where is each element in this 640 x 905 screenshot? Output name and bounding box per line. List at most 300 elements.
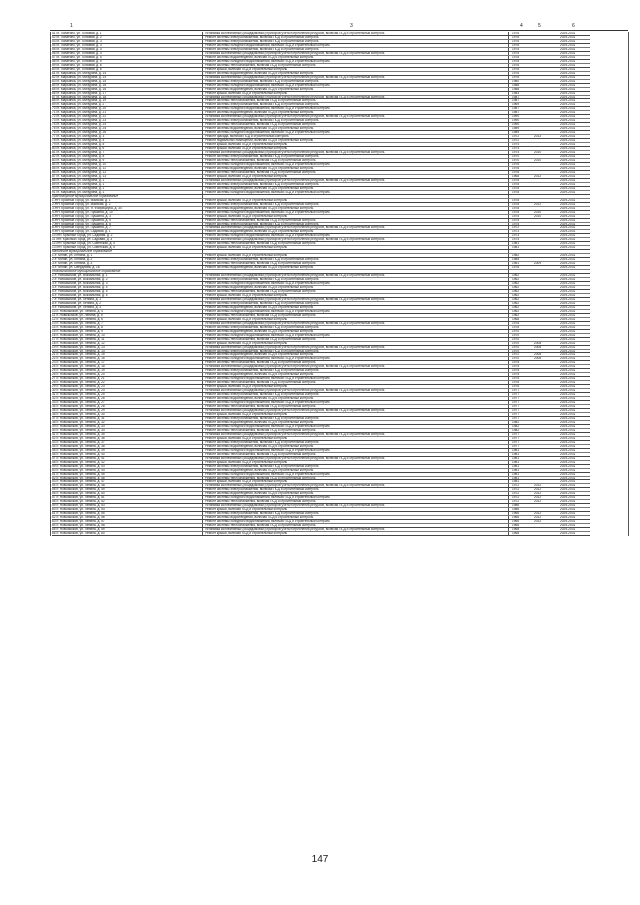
address-cell: 16 /г. Новозыбков, ул. Ленина, д. 10	[52, 333, 105, 337]
work-type-cell: Ремонт системы электроснабжения, включая ПСД и строительный контроль	[205, 119, 319, 123]
address-cell: 4 /пгт. Красный Город, ул. Пушкина, д. 10	[52, 210, 113, 214]
work-type-cell: Ремонт системы водоотведения, включая ПСД и строительный контроль	[205, 353, 314, 357]
year-built-cell: 1981	[512, 476, 520, 480]
section-title: Новозыбковское муниципальное образование	[52, 270, 121, 274]
last-repair-year-cell: 2012	[534, 488, 542, 492]
address-cell: 9 /г. Новозыбков, ул. Ленина, д. 3	[52, 305, 102, 309]
year-built-cell: 1970	[512, 341, 520, 345]
year-built-cell: 1966	[512, 512, 520, 516]
work-type-cell: Ремонт системы теплоснабжения, включая ПСД и строительный контроль	[205, 405, 316, 409]
year-built-cell: 1986	[512, 504, 520, 508]
year-built-cell: 1975	[512, 214, 520, 218]
work-type-cell: Ремонт системы водоотведения, включая ПСД и строительный контроль	[205, 166, 314, 170]
planned-period-cell: 2029-2031	[560, 301, 576, 305]
address-cell: 17 /г. Новозыбков, ул. Ленина, д. 11	[52, 337, 105, 341]
planned-period-cell: 2029-2031	[560, 512, 576, 516]
address-cell: 14 /г. Новозыбков, ул. Ленина, д. 8	[52, 325, 103, 329]
planned-period-cell: 2029-2031	[560, 47, 576, 51]
work-type-cell: Ремонт системы электроснабжения, включая ПСД и строительный контроль	[205, 349, 319, 353]
planned-period-cell: 2029-2031	[560, 258, 576, 262]
section-title: Мглинское муниципальное образование	[52, 250, 112, 254]
year-built-cell: 1978	[512, 59, 520, 63]
address-cell: 3 /пгт. Красный Город, ул. Я. Фабрициуса, д. 34	[52, 206, 122, 210]
planned-period-cell: 2029-2031	[560, 393, 576, 397]
last-repair-year-cell: 2012	[534, 500, 542, 504]
planned-period-cell: 2029-2031	[560, 178, 576, 182]
last-repair-year-cell: 2012	[534, 512, 542, 516]
last-repair-year-cell: 2013	[534, 135, 542, 139]
address-cell: 11 /г. Новозыбков, ул. Ленина, д. 5	[52, 313, 103, 317]
year-built-cell: 1978	[512, 186, 520, 190]
address-cell: 38 /г. Новозыбков, ул. Ленина, д. 32	[52, 420, 105, 424]
year-built-cell: 1985	[512, 258, 520, 262]
year-built-cell: 1970	[512, 159, 520, 162]
address-cell: 63 /п. Марьинка, ул. Мичурина, д. 15	[52, 79, 107, 83]
planned-period-cell: 2029-2031	[560, 484, 576, 488]
last-repair-year-cell: 2012	[534, 516, 542, 520]
work-type-cell: Ремонт системы холодного водоснабжения, включая ПСД и строительный контроль	[205, 333, 330, 337]
last-repair-year-cell: 2010	[534, 159, 542, 162]
year-built-cell: 1975	[512, 47, 520, 51]
address-cell: 31 /г. Новозыбков, ул. Ленина, д. 25	[52, 393, 105, 397]
year-built-cell: 1990	[512, 123, 520, 127]
address-cell: 78 /п. Марьинка, ул. Мичурина, д. 4	[52, 139, 105, 143]
row-rule	[52, 535, 590, 536]
planned-period-cell: 2029-2031	[560, 190, 576, 194]
planned-period-cell: 2029-2031	[560, 401, 576, 405]
work-type-cell: Ремонт системы холодного водоснабжения, включая ПСД и строительный контроль	[205, 59, 330, 63]
year-built-cell: 1990	[512, 115, 520, 119]
col-header-4: 4	[520, 23, 523, 29]
planned-period-cell: 2029-2031	[560, 222, 576, 226]
address-cell: 48 /г. Новозыбков, ул. Ленина, д. 42	[52, 460, 105, 464]
work-type-cell: Ремонт системы теплоснабжения, включая ПСД и строительный контроль	[205, 63, 316, 67]
year-built-cell: 1977	[512, 401, 520, 405]
address-cell: 27 /г. Новозыбков, ул. Ленина, д. 21	[52, 377, 105, 381]
address-cell: 68 /п. Марьинка, ул. Мичурина, д. 19	[52, 99, 107, 103]
planned-period-cell: 2029-2031	[560, 504, 576, 508]
address-cell: 33 /г. Новозыбков, ул. Ленина, д. 27	[52, 401, 105, 405]
year-built-cell: 1976	[512, 67, 520, 71]
year-built-cell: 1978	[512, 190, 520, 194]
planned-period-cell: 2029-2031	[560, 131, 576, 135]
work-type-cell: Ремонт системы теплоснабжения, включая ПСД и строительный контроль	[205, 381, 316, 385]
work-type-cell: Ремонт системы теплоснабжения, включая ПСД и строительный контроль	[205, 242, 316, 246]
address-cell: 90 /п. Марьинка, ул. Мичурина, д. 1	[52, 186, 105, 190]
year-built-cell: 1977	[512, 405, 520, 409]
work-type-cell: Ремонт системы холодного водоснабжения, включая ПСД и строительный контроль	[205, 448, 330, 452]
address-cell: 70 /п. Марьинка, ул. Мичурина, д. 20	[52, 107, 107, 111]
planned-period-cell: 2029-2031	[560, 416, 576, 420]
year-built-cell: 1977	[512, 393, 520, 397]
year-built-cell: 1978	[512, 198, 520, 202]
work-type-cell: Ремонт системы теплоснабжения, включая ПСД и строительный контроль	[205, 524, 316, 528]
address-cell: 64 /п. Марьинка, ул. Мичурина, д. 16	[52, 83, 107, 87]
planned-period-cell: 2029-2031	[560, 321, 576, 325]
planned-period-cell: 2029-2031	[560, 317, 576, 321]
work-type-cell: Ремонт системы электроснабжения, включая ПСД и строительный контроль	[205, 512, 319, 516]
planned-period-cell: 2029-2031	[560, 143, 576, 147]
year-built-cell: 1974	[512, 151, 520, 155]
address-cell: 58 /г. Новозыбков, ул. Ленина, д. 52	[52, 500, 105, 504]
address-cell: 53 /п. Лопатино, ул. Поповая, д. 3	[52, 39, 102, 43]
planned-period-cell: 2029-2031	[560, 107, 576, 111]
year-built-cell: 1983	[512, 91, 520, 95]
year-built-cell: 1989	[512, 127, 520, 131]
address-cell: 71 /п. Марьинка, ул. Мичурина, д. 21	[52, 111, 107, 115]
address-cell: 52 /п. Лопатино, ул. Поповая, д. 2	[52, 35, 102, 39]
year-built-cell: 1962	[512, 278, 520, 282]
address-cell: 63 /г. Новозыбков, ул. Ленина, д. 57	[52, 520, 105, 524]
planned-period-cell: 2029-2031	[560, 274, 576, 278]
work-type-cell: Установка коллективных (общедомовых) приборов учета потребления ресурсов, включая ПСД и строительный контроль	[205, 456, 385, 460]
planned-period-cell: 2029-2031	[560, 238, 576, 242]
address-cell: 22 /г. Новозыбков, ул. Ленина, д. 16	[52, 357, 105, 361]
year-built-cell: 1970	[512, 333, 520, 337]
work-type-cell: Ремонт системы электроснабжения, включая ПСД и строительный контроль	[205, 278, 319, 282]
year-built-cell: 1976	[512, 32, 520, 35]
address-cell: 57 /г. Новозыбков, ул. Ленина, д. 51	[52, 496, 105, 500]
year-built-cell: 1975	[512, 361, 520, 365]
planned-period-cell: 2029-2031	[560, 420, 576, 424]
planned-period-cell: 2029-2031	[560, 214, 576, 218]
year-built-cell: 1975	[512, 365, 520, 369]
address-cell: 61 /п. Марьинка, ул. Мичурина, д. 14	[52, 71, 107, 75]
last-repair-year-cell: 2012	[534, 496, 542, 500]
year-built-cell: 1962	[512, 309, 520, 313]
planned-period-cell: 2029-2031	[560, 35, 576, 39]
address-cell: 8 /пгт. Красный Город, ул. Пушкина, д. 7	[52, 226, 111, 230]
address-cell: 60 /г. Новозыбков, ул. Ленина, д. 54	[52, 508, 105, 512]
table-body	[50, 32, 628, 536]
work-type-cell: Ремонт системы теплоснабжения, включая ПСД и строительный контроль	[205, 476, 316, 480]
work-type-cell: Установка коллективных (общедомовых) приборов учета потребления ресурсов, включая ПСД и строительный контроль	[205, 504, 385, 508]
work-type-cell: Ремонт системы теплоснабжения, включая ПСД и строительный контроль	[205, 262, 316, 266]
work-type-cell: Ремонт системы холодного водоснабжения, включая ПСД и строительный контроль	[205, 210, 330, 214]
planned-period-cell: 2029-2031	[560, 297, 576, 301]
year-built-cell: 1977	[512, 416, 520, 420]
work-type-cell: Ремонт системы водоотведения, включая ПСД и строительный контроль	[205, 468, 314, 472]
year-built-cell: 1970	[512, 337, 520, 341]
year-built-cell: 1962	[512, 293, 520, 297]
address-cell: 47 /г. Новозыбков, ул. Ленина, д. 41	[52, 456, 105, 460]
year-built-cell: 1975	[512, 51, 520, 55]
address-cell: 85 /п. Марьинка, ул. Мичурина, д. 11	[52, 166, 106, 170]
address-cell: 67 /п. Марьинка, ул. Мичурина, д. 18	[52, 95, 107, 99]
work-schedule-table	[50, 18, 628, 536]
work-type-cell: Ремонт крыши, включая ПСД и строительный контроль	[205, 174, 288, 178]
address-cell: 21 /г. Новозыбков, ул. Ленина, д. 15	[52, 353, 105, 357]
work-type-cell: Ремонт системы холодного водоснабжения, включая ПСД и строительный контроль	[205, 424, 330, 428]
work-type-cell: Ремонт системы холодного водоснабжения, включая ПСД и строительный контроль	[205, 83, 330, 87]
work-type-cell: Ремонт системы электроснабжения, включая ПСД и строительный контроль	[205, 47, 319, 51]
year-built-cell: 1977	[512, 413, 520, 416]
year-built-cell: 1982	[512, 428, 520, 432]
planned-period-cell: 2029-2031	[560, 413, 576, 416]
planned-period-cell: 2029-2031	[560, 369, 576, 373]
address-cell: 6 /г. Новозыбков, ул. Вокзальная, д. 6	[52, 293, 108, 297]
page-number: 147	[311, 854, 329, 865]
year-built-cell: 1981	[512, 246, 520, 250]
planned-period-cell: 2029-2031	[560, 210, 576, 214]
year-built-cell: 1976	[512, 75, 520, 79]
planned-period-cell: 2029-2031	[560, 99, 576, 103]
address-cell: 62 /г. Новозыбков, ул. Ленина, д. 56	[52, 516, 105, 520]
address-cell: 23 /г. Новозыбков, ул. Ленина, д. 17	[52, 361, 105, 365]
address-cell: 44 /г. Новозыбков, ул. Ленина, д. 38	[52, 444, 105, 448]
planned-period-cell: 2029-2031	[560, 333, 576, 337]
year-built-cell: 1976	[512, 43, 520, 47]
last-repair-year-cell: 2010	[534, 214, 542, 218]
planned-period-cell: 2029-2031	[560, 39, 576, 43]
planned-period-cell: 2029-2031	[560, 135, 576, 139]
work-type-cell: Ремонт системы водоотведения, включая ПСД и строительный контроль	[205, 286, 314, 289]
planned-period-cell: 2029-2031	[560, 75, 576, 79]
work-type-cell: Установка коллективных (общедомовых) приборов учета потребления ресурсов, включая ПСД и строительный контроль	[205, 432, 385, 436]
year-built-cell: 1990	[512, 119, 520, 123]
work-type-cell: Установка коллективных (общедомовых) приборов учета потребления ресурсов, включая ПСД и строительный контроль	[205, 95, 385, 99]
year-built-cell: 1976	[512, 170, 520, 174]
year-built-cell: 1986	[512, 508, 520, 512]
year-built-cell: 1974	[512, 238, 520, 242]
year-built-cell: 1962	[512, 286, 520, 289]
work-type-cell: Ремонт системы теплоснабжения, включая ПСД и строительный контроль	[205, 500, 316, 504]
work-type-cell: Ремонт системы теплоснабжения, включая ПСД и строительный контроль	[205, 218, 316, 222]
planned-period-cell: 2029-2031	[560, 278, 576, 282]
year-built-cell: 1977	[512, 397, 520, 401]
work-type-cell: Ремонт системы электроснабжения, включая ПСД и строительный контроль	[205, 464, 319, 468]
work-type-cell: Ремонт системы теплоснабжения, включая ПСД и строительный контроль	[205, 428, 316, 432]
year-built-cell: 1978	[512, 182, 520, 186]
last-repair-year-cell: 2012	[534, 492, 542, 496]
address-cell: 62 /п. Марьинка, ул. Мичурина, д. 14	[52, 75, 107, 79]
planned-period-cell: 2029-2031	[560, 234, 576, 238]
address-cell: 76 /п. Марьинка, ул. Мичурина, д. 26	[52, 131, 107, 135]
last-repair-year-cell: 2012	[534, 520, 542, 524]
planned-period-cell: 2029-2031	[560, 492, 576, 496]
address-cell: 12 /г. Новозыбков, ул. Ленина, д. 6	[52, 317, 103, 321]
address-cell: 81 /п. Марьинка, ул. Мичурина, д. 7	[52, 151, 105, 155]
address-cell: 75 /п. Марьинка, ул. Мичурина, д. 25	[52, 127, 107, 131]
work-type-cell: Ремонт системы водоотведения, включая ПСД и строительный контроль	[205, 186, 314, 190]
work-type-cell: Установка коллективных (общедомовых) приборов учета потребления ресурсов, включая ПСД и строительный контроль	[205, 151, 385, 155]
work-type-cell: Ремонт системы электроснабжения, включая ПСД и строительный контроль	[205, 103, 319, 107]
planned-period-cell: 2029-2031	[560, 119, 576, 123]
year-built-cell: 1977	[512, 432, 520, 436]
planned-period-cell: 2029-2031	[560, 460, 576, 464]
work-type-cell: Ремонт системы водоотведения, включая ПСД и строительный контроль	[205, 71, 314, 75]
last-repair-year-cell: 2009	[534, 262, 542, 266]
work-type-cell: Ремонт системы теплоснабжения, включая ПСД и строительный контроль	[205, 159, 316, 162]
work-type-cell: Ремонт системы водоотведения, включая ПСД и строительный контроль	[205, 87, 314, 91]
address-cell: 13 /г. Новозыбков, ул. Ленина, д. 7	[52, 321, 103, 325]
planned-period-cell: 2029-2031	[560, 226, 576, 230]
work-type-cell: Установка коллективных (общедомовых) приборов учета потребления ресурсов, включая ПСД и строительный контроль	[205, 115, 385, 119]
planned-period-cell: 2029-2031	[560, 166, 576, 170]
year-built-cell: 1976	[512, 166, 520, 170]
address-cell: 8 /г. Новозыбков, ул. Ленина, д. 2	[52, 301, 102, 305]
work-type-cell: Ремонт подвальных помещений, включая ПСД и строительный контроль	[205, 139, 314, 143]
year-built-cell: 1970	[512, 349, 520, 353]
year-built-cell: 1987	[512, 107, 520, 111]
planned-period-cell: 2029-2031	[560, 127, 576, 131]
work-type-cell: Ремонт крыши, включая ПСД и строительный контроль	[205, 246, 288, 250]
planned-period-cell: 2029-2031	[560, 373, 576, 377]
work-type-cell: Ремонт крыши, включая ПСД и строительный контроль	[205, 341, 288, 345]
year-built-cell: 1962	[512, 313, 520, 317]
address-cell: 46 /г. Новозыбков, ул. Ленина, д. 40	[52, 452, 105, 456]
planned-period-cell: 2029-2031	[560, 95, 576, 99]
planned-period-cell: 2029-2031	[560, 496, 576, 500]
work-type-cell: Ремонт системы холодного водоснабжения, включая ПСД и строительный контроль	[205, 309, 330, 313]
work-type-cell: Установка коллективных (общедомовых) приборов учета потребления ресурсов, включая ПСД и строительный контроль	[205, 226, 385, 230]
work-type-cell: Ремонт системы водоотведения, включая ПСД и строительный контроль	[205, 127, 314, 131]
planned-period-cell: 2029-2031	[560, 103, 576, 107]
year-built-cell: 1972	[512, 226, 520, 230]
address-cell: 1 /г. Мглин, ул. Ленина, д. 1	[52, 254, 93, 258]
address-cell: 11 /пгт. Красный Город, ул. Садовая, д. 3	[52, 238, 113, 242]
planned-period-cell: 2029-2031	[560, 32, 576, 35]
last-repair-year-cell: 2012	[534, 174, 542, 178]
work-type-cell: Ремонт системы водоотведения, включая ПСД и строительный контроль	[205, 266, 314, 270]
work-type-cell: Ремонт системы электроснабжения, включая ПСД и строительный контроль	[205, 39, 319, 43]
year-built-cell: 1977	[512, 436, 520, 440]
year-built-cell: 1977	[512, 440, 520, 444]
year-built-cell: 1981	[512, 472, 520, 476]
planned-period-cell: 2029-2031	[560, 63, 576, 67]
year-built-cell: 1981	[512, 448, 520, 452]
planned-period-cell: 2029-2031	[560, 488, 576, 492]
work-type-cell: Ремонт системы теплоснабжения, включая ПСД и строительный контроль	[205, 361, 316, 365]
year-built-cell: 1976	[512, 63, 520, 67]
planned-period-cell: 2029-2031	[560, 500, 576, 504]
planned-period-cell: 2029-2031	[560, 456, 576, 460]
planned-period-cell: 2029-2031	[560, 516, 576, 520]
work-type-cell: Ремонт системы теплоснабжения, включая ПСД и строительный контроль	[205, 452, 316, 456]
year-built-cell: 1987	[512, 95, 520, 99]
planned-period-cell: 2029-2031	[560, 170, 576, 174]
planned-period-cell: 2029-2031	[560, 452, 576, 456]
year-built-cell: 1978	[512, 178, 520, 182]
planned-period-cell: 2029-2031	[560, 424, 576, 428]
address-cell: 42 /г. Новозыбков, ул. Ленина, д. 36	[52, 436, 105, 440]
work-type-cell: Ремонт системы электроснабжения, включая ПСД и строительный контроль	[205, 155, 319, 159]
year-built-cell: 1981	[512, 242, 520, 246]
year-built-cell: 1962	[512, 274, 520, 278]
planned-period-cell: 2029-2031	[560, 206, 576, 210]
address-cell: 60 /п. Лопатино, ул. Поповая, д. 6	[52, 67, 102, 71]
section-title: Красногорское муниципальное образование	[52, 194, 119, 198]
address-cell: 25 /г. Новозыбков, ул. Ленина, д. 19	[52, 369, 105, 373]
planned-period-cell: 2029-2031	[560, 139, 576, 143]
year-built-cell: 1982	[512, 254, 520, 258]
year-built-cell: 1981	[512, 468, 520, 472]
address-cell: 13 /пгт. Красный Город, ул. Советская, д. 5	[52, 246, 115, 250]
year-built-cell: 1976	[512, 35, 520, 39]
last-repair-year-cell: 2010	[534, 210, 542, 214]
work-type-cell: Ремонт системы холодного водоснабжения, включая ПСД и строительный контроль	[205, 43, 330, 47]
work-type-cell: Ремонт крыши, включая ПСД и строительный контроль	[205, 293, 288, 297]
address-cell: 7 /пгт. Красный Город, ул. Пушкина, д. 6	[52, 222, 111, 226]
address-cell: 72 /п. Марьинка, ул. Мичурина, д. 22	[52, 115, 107, 119]
year-built-cell: 1981	[512, 456, 520, 460]
work-type-cell: Установка коллективных (общедомовых) приборов учета потребления ресурсов, включая ПСД и строительный контроль	[205, 484, 385, 488]
work-type-cell: Ремонт системы теплоснабжения, включая ПСД и строительный контроль	[205, 289, 316, 293]
last-repair-year-cell: 2012	[534, 202, 542, 206]
work-type-cell: Установка коллективных (общедомовых) приборов учета потребления ресурсов, включая ПСД и строительный контроль	[205, 528, 385, 532]
work-type-cell: Ремонт системы электроснабжения, включая ПСД и строительный контроль	[205, 222, 319, 226]
work-type-cell: Ремонт системы водоотведения, включая ПСД и строительный контроль	[205, 329, 314, 333]
planned-period-cell: 2029-2031	[560, 218, 576, 222]
planned-period-cell: 2029-2031	[560, 305, 576, 309]
address-cell: 18 /г. Новозыбков, ул. Ленина, д. 12	[52, 341, 105, 345]
work-type-cell: Ремонт крыши, включая ПСД и строительный контроль	[205, 147, 288, 151]
address-cell: 91 /п. Марьинка, ул. Мичурина, д. 1	[52, 190, 105, 194]
year-built-cell: 1978	[512, 206, 520, 210]
work-type-cell: Ремонт системы теплоснабжения, включая ПСД и строительный контроль	[205, 99, 316, 103]
year-built-cell: 1975	[512, 218, 520, 222]
year-built-cell: 1962	[512, 297, 520, 301]
planned-period-cell: 2029-2031	[560, 262, 576, 266]
planned-period-cell: 2029-2031	[560, 381, 576, 385]
work-type-cell: Установка коллективных (общедомовых) приборов учета потребления ресурсов, включая ПСД и строительный контроль	[205, 409, 385, 413]
year-built-cell: 1988	[512, 83, 520, 87]
work-type-cell: Ремонт системы водоотведения, включая ПСД и строительный контроль	[205, 444, 314, 448]
address-cell: 56 /п. Лопатино, ул. Поповая, д. 4	[52, 51, 102, 55]
work-type-cell: Ремонт системы теплоснабжения, включая ПСД и строительный контроль	[205, 170, 316, 174]
year-built-cell: 1975	[512, 377, 520, 381]
year-built-cell: 1976	[512, 162, 520, 166]
address-cell: 30 /г. Новозыбков, ул. Ленина, д. 24	[52, 389, 105, 393]
work-type-cell: Ремонт системы электроснабжения, включая ПСД и строительный контроль	[205, 440, 319, 444]
planned-period-cell: 2029-2031	[560, 111, 576, 115]
col-header-6: 6	[572, 23, 575, 29]
address-cell: 69 /п. Марьинка, ул. Мичурина, д. 2	[52, 103, 105, 107]
col-header-1: 1	[70, 23, 73, 29]
planned-period-cell: 2029-2031	[560, 67, 576, 71]
work-type-cell: Ремонт системы холодного водоснабжения, включая ПСД и строительный контроль	[205, 520, 330, 524]
planned-period-cell: 2029-2031	[560, 83, 576, 87]
last-repair-year-cell: 2012	[534, 484, 542, 488]
address-cell: 66 /п. Марьинка, ул. Мичурина, д. 17	[52, 91, 107, 95]
work-type-cell: Ремонт системы теплоснабжения, включая ПСД и строительный контроль	[205, 123, 316, 127]
address-cell: 2 /г. Мглин, ул. Ленина, д. 2	[52, 258, 93, 262]
planned-period-cell: 2029-2031	[560, 79, 576, 83]
planned-period-cell: 2029-2031	[560, 115, 576, 119]
year-built-cell: 1978	[512, 321, 520, 325]
planned-period-cell: 2029-2031	[560, 409, 576, 413]
planned-period-cell: 2029-2031	[560, 246, 576, 250]
address-cell: 3 /г. Мглин, ул. Ленина, д. 3	[52, 262, 93, 266]
address-cell: 28 /г. Новозыбков, ул. Ленина, д. 22	[52, 381, 105, 385]
work-type-cell: Ремонт системы водоотведения, включая ПСД и строительный контроль	[205, 111, 314, 115]
last-repair-year-cell: 2008	[534, 353, 542, 357]
planned-period-cell: 2029-2031	[560, 432, 576, 436]
col-header-3: 3	[350, 23, 353, 29]
year-built-cell: 1973	[512, 230, 520, 234]
year-built-cell: 1968	[512, 532, 520, 536]
table-row	[50, 532, 628, 536]
work-type-cell: Ремонт системы водоотведения, включая ПСД и строительный контроль	[205, 206, 314, 210]
address-cell: 86 /п. Марьинка, ул. Мичурина, д. 12	[52, 170, 107, 174]
planned-period-cell: 2029-2031	[560, 286, 576, 289]
year-built-cell: 1976	[512, 385, 520, 389]
planned-period-cell: 2029-2031	[560, 448, 576, 452]
work-type-cell: Ремонт крыши, включая ПСД и строительный контроль	[205, 480, 288, 484]
address-cell: 5 /пгт. Красный Город, ул. Пушкина, д. 3	[52, 214, 111, 218]
planned-period-cell: 2029-2031	[560, 357, 576, 361]
planned-period-cell: 2029-2031	[560, 365, 576, 369]
